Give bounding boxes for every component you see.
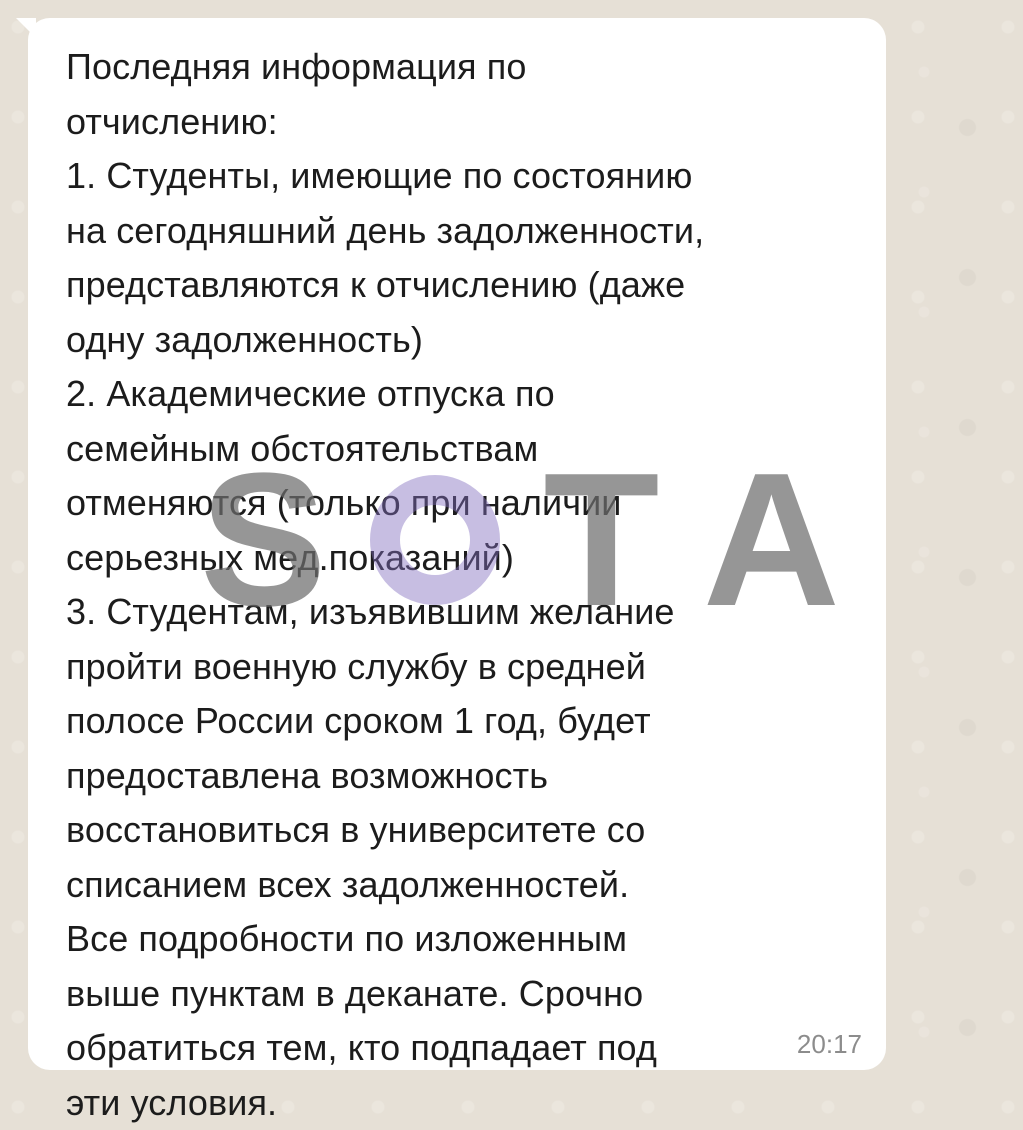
message-text: Последняя информация по отчислению: 1. Студенты, имеющие по состоянию на сегодняшний день задолженности, представляются к отчислению (даже одну задолженность) 2. Академические отпуска по семейным обстоятельствам отменяются (только при наличии серьезных мед.показаний) 3. Студентам, изъявившим желание пройти военную службу в средней полосе России сроком 1 год, будет предоставлена возможность восстановиться в университете со списанием всех задолженностей. Все подробности по изложенным выше пунктам в деканате. Срочно обратиться тем, кто подпадает под эти условия. (66, 46, 705, 1123)
message-time: 20:17 (796, 1029, 862, 1059)
watermark-letter-a: A (702, 434, 840, 646)
watermark-letter-t: T (543, 434, 660, 646)
watermark-letter-s: S (200, 434, 327, 646)
message-bubble[interactable] (28, 18, 886, 1123)
